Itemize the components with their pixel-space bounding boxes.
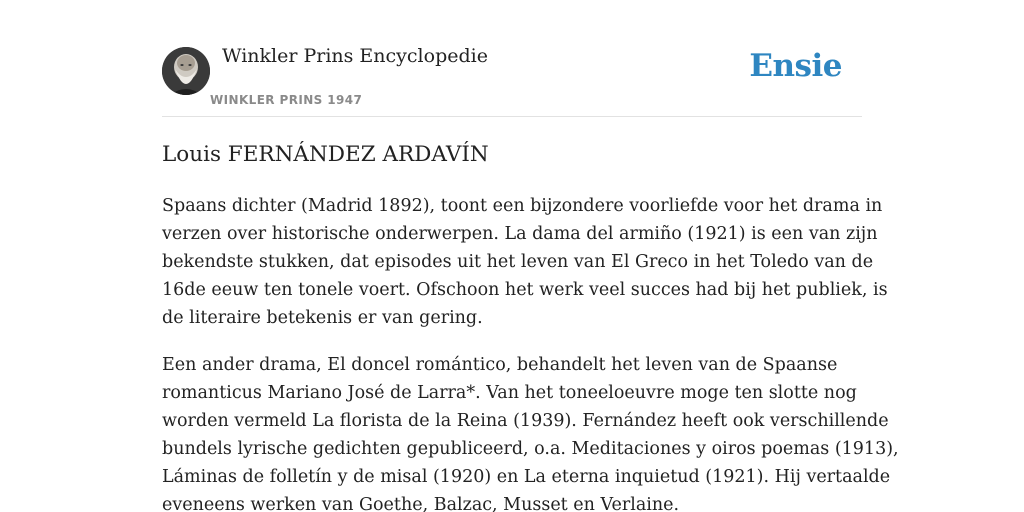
paragraph-line: 16de eeuw ten tonele voert. Ofschoon het werk veel succes had bij het publiek, is bbox=[162, 280, 888, 300]
edition-label: WINKLER PRINS 1947 bbox=[210, 93, 363, 107]
paragraph-line: worden vermeld La florista de la Reina (1939). Fernández heeft ook verschillende bbox=[162, 411, 889, 431]
portrait-icon bbox=[162, 47, 210, 95]
avatar[interactable] bbox=[162, 47, 210, 95]
article bbox=[162, 138, 899, 512]
site-header bbox=[162, 0, 862, 117]
paragraph-line: bundels lyrische gedichten gepubliceerd, o.a. Meditaciones y oiros poemas (1913), bbox=[162, 439, 899, 459]
brand-logo[interactable]: Ensie bbox=[749, 48, 842, 84]
paragraph-line: bekendste stukken, dat episodes uit het leven van El Greco in het Toledo van de bbox=[162, 252, 874, 272]
paragraph-line: Spaans dichter (Madrid 1892), toont een bijzondere voorliefde voor het drama in bbox=[162, 196, 883, 216]
paragraph-line: Een ander drama, El doncel romántico, behandelt het leven van de Spaanse bbox=[162, 355, 838, 375]
paragraph-line: de literaire betekenis er van gering. bbox=[162, 308, 483, 328]
paragraph-line: verzen over historische onderwerpen. La dama del armiño (1921) is een van zijn bbox=[162, 224, 878, 244]
paragraph-line: romanticus Mariano José de Larra*. Van het toneeloeuvre moge ten slotte nog bbox=[162, 383, 857, 403]
article-title: Louis FERNÁNDEZ ARDAVÍN bbox=[162, 142, 489, 167]
paragraph-line: Láminas de folletín y de misal (1920) en La eterna inquietud (1921). Hij vertaalde bbox=[162, 467, 891, 487]
paragraph-1 bbox=[162, 192, 888, 332]
paragraph-line: eveneens werken van Goethe, Balzac, Musset en Verlaine. bbox=[162, 495, 680, 512]
paragraph-2 bbox=[162, 351, 899, 512]
site-title[interactable]: Winkler Prins Encyclopedie bbox=[222, 45, 488, 67]
